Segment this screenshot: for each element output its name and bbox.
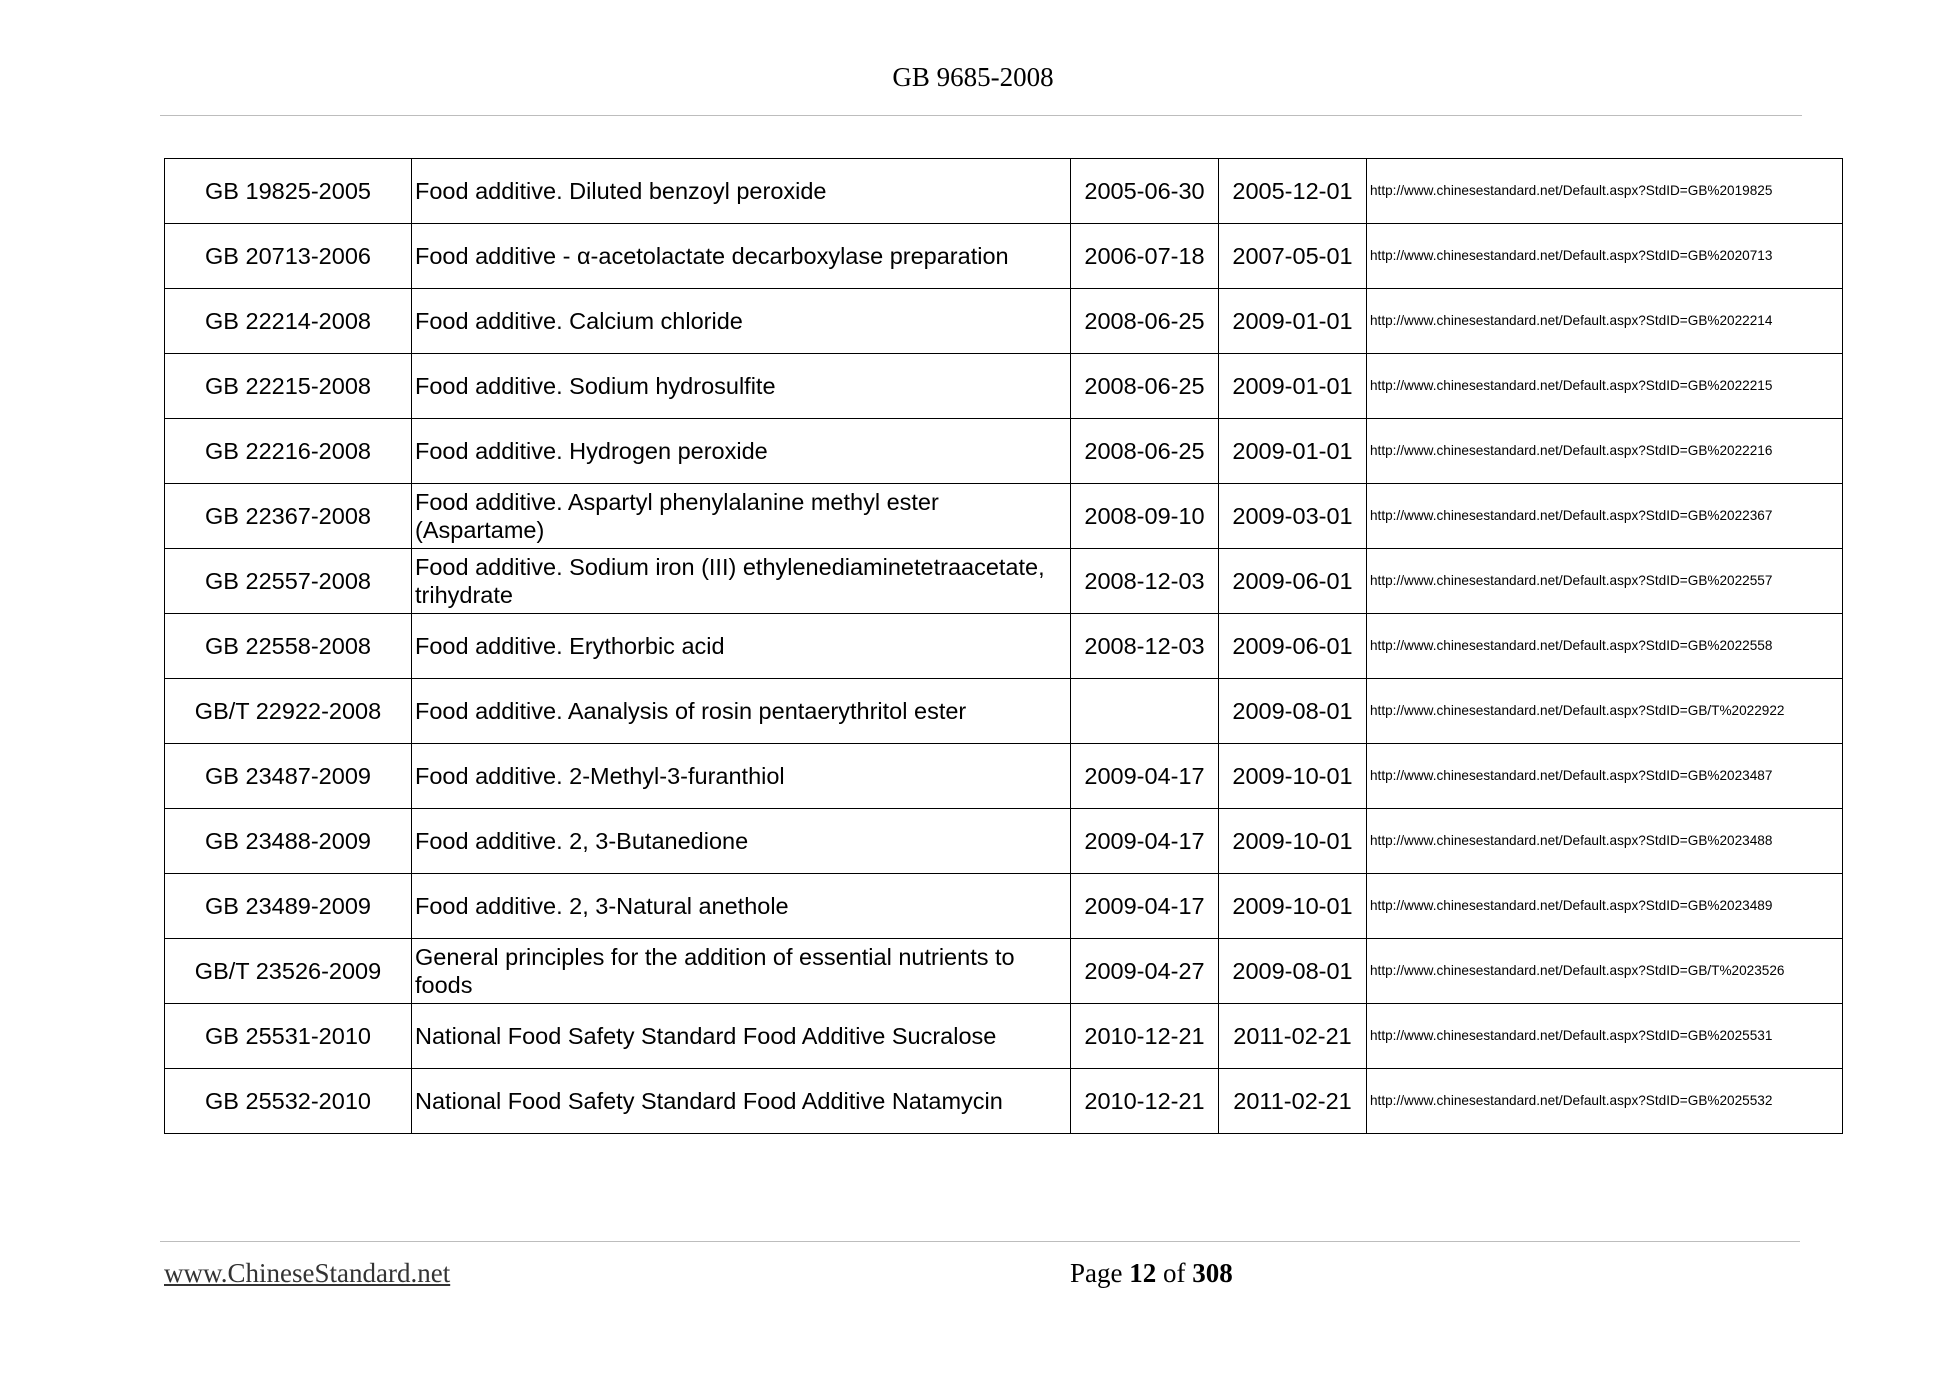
standard-title-cell: Food additive. 2, 3-Natural anethole — [412, 874, 1071, 939]
issued-date-cell: 2009-04-17 — [1071, 744, 1219, 809]
standards-table — [164, 158, 1843, 1134]
page-header-title: GB 9685-2008 — [892, 62, 1054, 92]
standard-code-cell: GB 20713-2006 — [165, 224, 412, 289]
standard-title-cell: Food additive. Hydrogen peroxide — [412, 419, 1071, 484]
standard-url-cell[interactable]: http://www.chinesestandard.net/Default.aspx?StdID=GB%2023489 — [1367, 874, 1843, 939]
table-row — [165, 484, 1843, 549]
issued-date-cell: 2008-06-25 — [1071, 354, 1219, 419]
header-divider — [160, 115, 1802, 116]
table-row — [165, 614, 1843, 679]
effective-date-cell: 2009-08-01 — [1219, 939, 1367, 1004]
standard-code-cell: GB 22367-2008 — [165, 484, 412, 549]
table-row — [165, 1069, 1843, 1134]
standard-title-cell: Food additive. 2-Methyl-3-furanthiol — [412, 744, 1071, 809]
standard-url-cell[interactable]: http://www.chinesestandard.net/Default.aspx?StdID=GB/T%2023526 — [1367, 939, 1843, 1004]
table-row — [165, 224, 1843, 289]
standard-title-cell: Food additive. Aspartyl phenylalanine methyl ester (Aspartame) — [412, 484, 1071, 549]
effective-date-cell: 2009-01-01 — [1219, 289, 1367, 354]
standard-code-cell: GB 25531-2010 — [165, 1004, 412, 1069]
effective-date-cell: 2009-01-01 — [1219, 354, 1367, 419]
standard-code-cell: GB 23488-2009 — [165, 809, 412, 874]
issued-date-cell: 2008-06-25 — [1071, 289, 1219, 354]
standard-url-cell[interactable]: http://www.chinesestandard.net/Default.aspx?StdID=GB/T%2022922 — [1367, 679, 1843, 744]
page-total: 308 — [1192, 1258, 1233, 1288]
issued-date-cell: 2005-06-30 — [1071, 159, 1219, 224]
page-current: 12 — [1129, 1258, 1157, 1288]
effective-date-cell: 2005-12-01 — [1219, 159, 1367, 224]
table-row — [165, 874, 1843, 939]
standard-title-cell: Food additive. 2, 3-Butanedione — [412, 809, 1071, 874]
issued-date-cell: 2009-04-17 — [1071, 874, 1219, 939]
effective-date-cell: 2011-02-21 — [1219, 1069, 1367, 1134]
issued-date-cell: 2008-12-03 — [1071, 614, 1219, 679]
footer-divider — [160, 1241, 1800, 1242]
issued-date-cell: 2008-12-03 — [1071, 549, 1219, 614]
standard-url-cell[interactable]: http://www.chinesestandard.net/Default.aspx?StdID=GB%2023487 — [1367, 744, 1843, 809]
standard-code-cell: GB 22558-2008 — [165, 614, 412, 679]
effective-date-cell: 2009-06-01 — [1219, 549, 1367, 614]
standard-code-cell: GB 22216-2008 — [165, 419, 412, 484]
table-row — [165, 809, 1843, 874]
standard-code-cell: GB 23487-2009 — [165, 744, 412, 809]
standard-code-cell: GB 19825-2005 — [165, 159, 412, 224]
standard-code-cell: GB 23489-2009 — [165, 874, 412, 939]
standard-title-cell: Food additive. Sodium hydrosulfite — [412, 354, 1071, 419]
table-row — [165, 354, 1843, 419]
standard-title-cell: Food additive. Aanalysis of rosin pentaerythritol ester — [412, 679, 1071, 744]
table-row — [165, 549, 1843, 614]
page-prefix: Page — [1070, 1258, 1123, 1288]
standard-title-cell: National Food Safety Standard Food Additive Sucralose — [412, 1004, 1071, 1069]
standard-url-cell[interactable]: http://www.chinesestandard.net/Default.aspx?StdID=GB%2022367 — [1367, 484, 1843, 549]
table-row — [165, 679, 1843, 744]
standard-url-cell[interactable]: http://www.chinesestandard.net/Default.aspx?StdID=GB%2025532 — [1367, 1069, 1843, 1134]
standard-code-cell: GB/T 22922-2008 — [165, 679, 412, 744]
standard-url-cell[interactable]: http://www.chinesestandard.net/Default.aspx?StdID=GB%2022215 — [1367, 354, 1843, 419]
issued-date-cell: 2008-09-10 — [1071, 484, 1219, 549]
effective-date-cell: 2007-05-01 — [1219, 224, 1367, 289]
standard-url-cell[interactable]: http://www.chinesestandard.net/Default.aspx?StdID=GB%2019825 — [1367, 159, 1843, 224]
effective-date-cell: 2009-08-01 — [1219, 679, 1367, 744]
standard-title-cell: Food additive - α-acetolactate decarboxylase preparation — [412, 224, 1071, 289]
issued-date-cell: 2006-07-18 — [1071, 224, 1219, 289]
standard-url-cell[interactable]: http://www.chinesestandard.net/Default.aspx?StdID=GB%2023488 — [1367, 809, 1843, 874]
footer-site-link[interactable]: www.ChineseStandard.net — [164, 1258, 451, 1288]
standard-url-cell[interactable]: http://www.chinesestandard.net/Default.aspx?StdID=GB%2020713 — [1367, 224, 1843, 289]
standard-code-cell: GB 22214-2008 — [165, 289, 412, 354]
standard-code-cell: GB/T 23526-2009 — [165, 939, 412, 1004]
standard-url-cell[interactable]: http://www.chinesestandard.net/Default.aspx?StdID=GB%2022214 — [1367, 289, 1843, 354]
standard-title-cell: General principles for the addition of essential nutrients to foods — [412, 939, 1071, 1004]
table-row — [165, 1004, 1843, 1069]
issued-date-cell: 2009-04-17 — [1071, 809, 1219, 874]
standard-url-cell[interactable]: http://www.chinesestandard.net/Default.aspx?StdID=GB%2025531 — [1367, 1004, 1843, 1069]
standard-title-cell: Food additive. Sodium iron (III) ethylenediaminetetraacetate, trihydrate — [412, 549, 1071, 614]
issued-date-cell: 2010-12-21 — [1071, 1004, 1219, 1069]
table-row — [165, 744, 1843, 809]
effective-date-cell: 2009-10-01 — [1219, 744, 1367, 809]
table-row — [165, 159, 1843, 224]
standard-url-cell[interactable]: http://www.chinesestandard.net/Default.aspx?StdID=GB%2022557 — [1367, 549, 1843, 614]
standard-url-cell[interactable]: http://www.chinesestandard.net/Default.aspx?StdID=GB%2022558 — [1367, 614, 1843, 679]
standard-code-cell: GB 22557-2008 — [165, 549, 412, 614]
effective-date-cell: 2009-01-01 — [1219, 419, 1367, 484]
page-number — [1070, 1258, 1233, 1289]
standard-title-cell: National Food Safety Standard Food Additive Natamycin — [412, 1069, 1071, 1134]
effective-date-cell: 2009-10-01 — [1219, 809, 1367, 874]
table-row — [165, 289, 1843, 354]
table-row — [165, 419, 1843, 484]
standards-table-body — [165, 159, 1843, 1134]
effective-date-cell: 2011-02-21 — [1219, 1004, 1367, 1069]
standard-code-cell: GB 25532-2010 — [165, 1069, 412, 1134]
standard-url-cell[interactable]: http://www.chinesestandard.net/Default.aspx?StdID=GB%2022216 — [1367, 419, 1843, 484]
table-row — [165, 939, 1843, 1004]
standard-title-cell: Food additive. Calcium chloride — [412, 289, 1071, 354]
effective-date-cell: 2009-10-01 — [1219, 874, 1367, 939]
page-separator: of — [1162, 1258, 1186, 1288]
effective-date-cell: 2009-03-01 — [1219, 484, 1367, 549]
issued-date-cell: 2008-06-25 — [1071, 419, 1219, 484]
issued-date-cell: 2009-04-27 — [1071, 939, 1219, 1004]
standard-code-cell: GB 22215-2008 — [165, 354, 412, 419]
effective-date-cell: 2009-06-01 — [1219, 614, 1367, 679]
issued-date-cell — [1071, 679, 1219, 744]
standard-title-cell: Food additive. Erythorbic acid — [412, 614, 1071, 679]
issued-date-cell: 2010-12-21 — [1071, 1069, 1219, 1134]
standard-title-cell: Food additive. Diluted benzoyl peroxide — [412, 159, 1071, 224]
